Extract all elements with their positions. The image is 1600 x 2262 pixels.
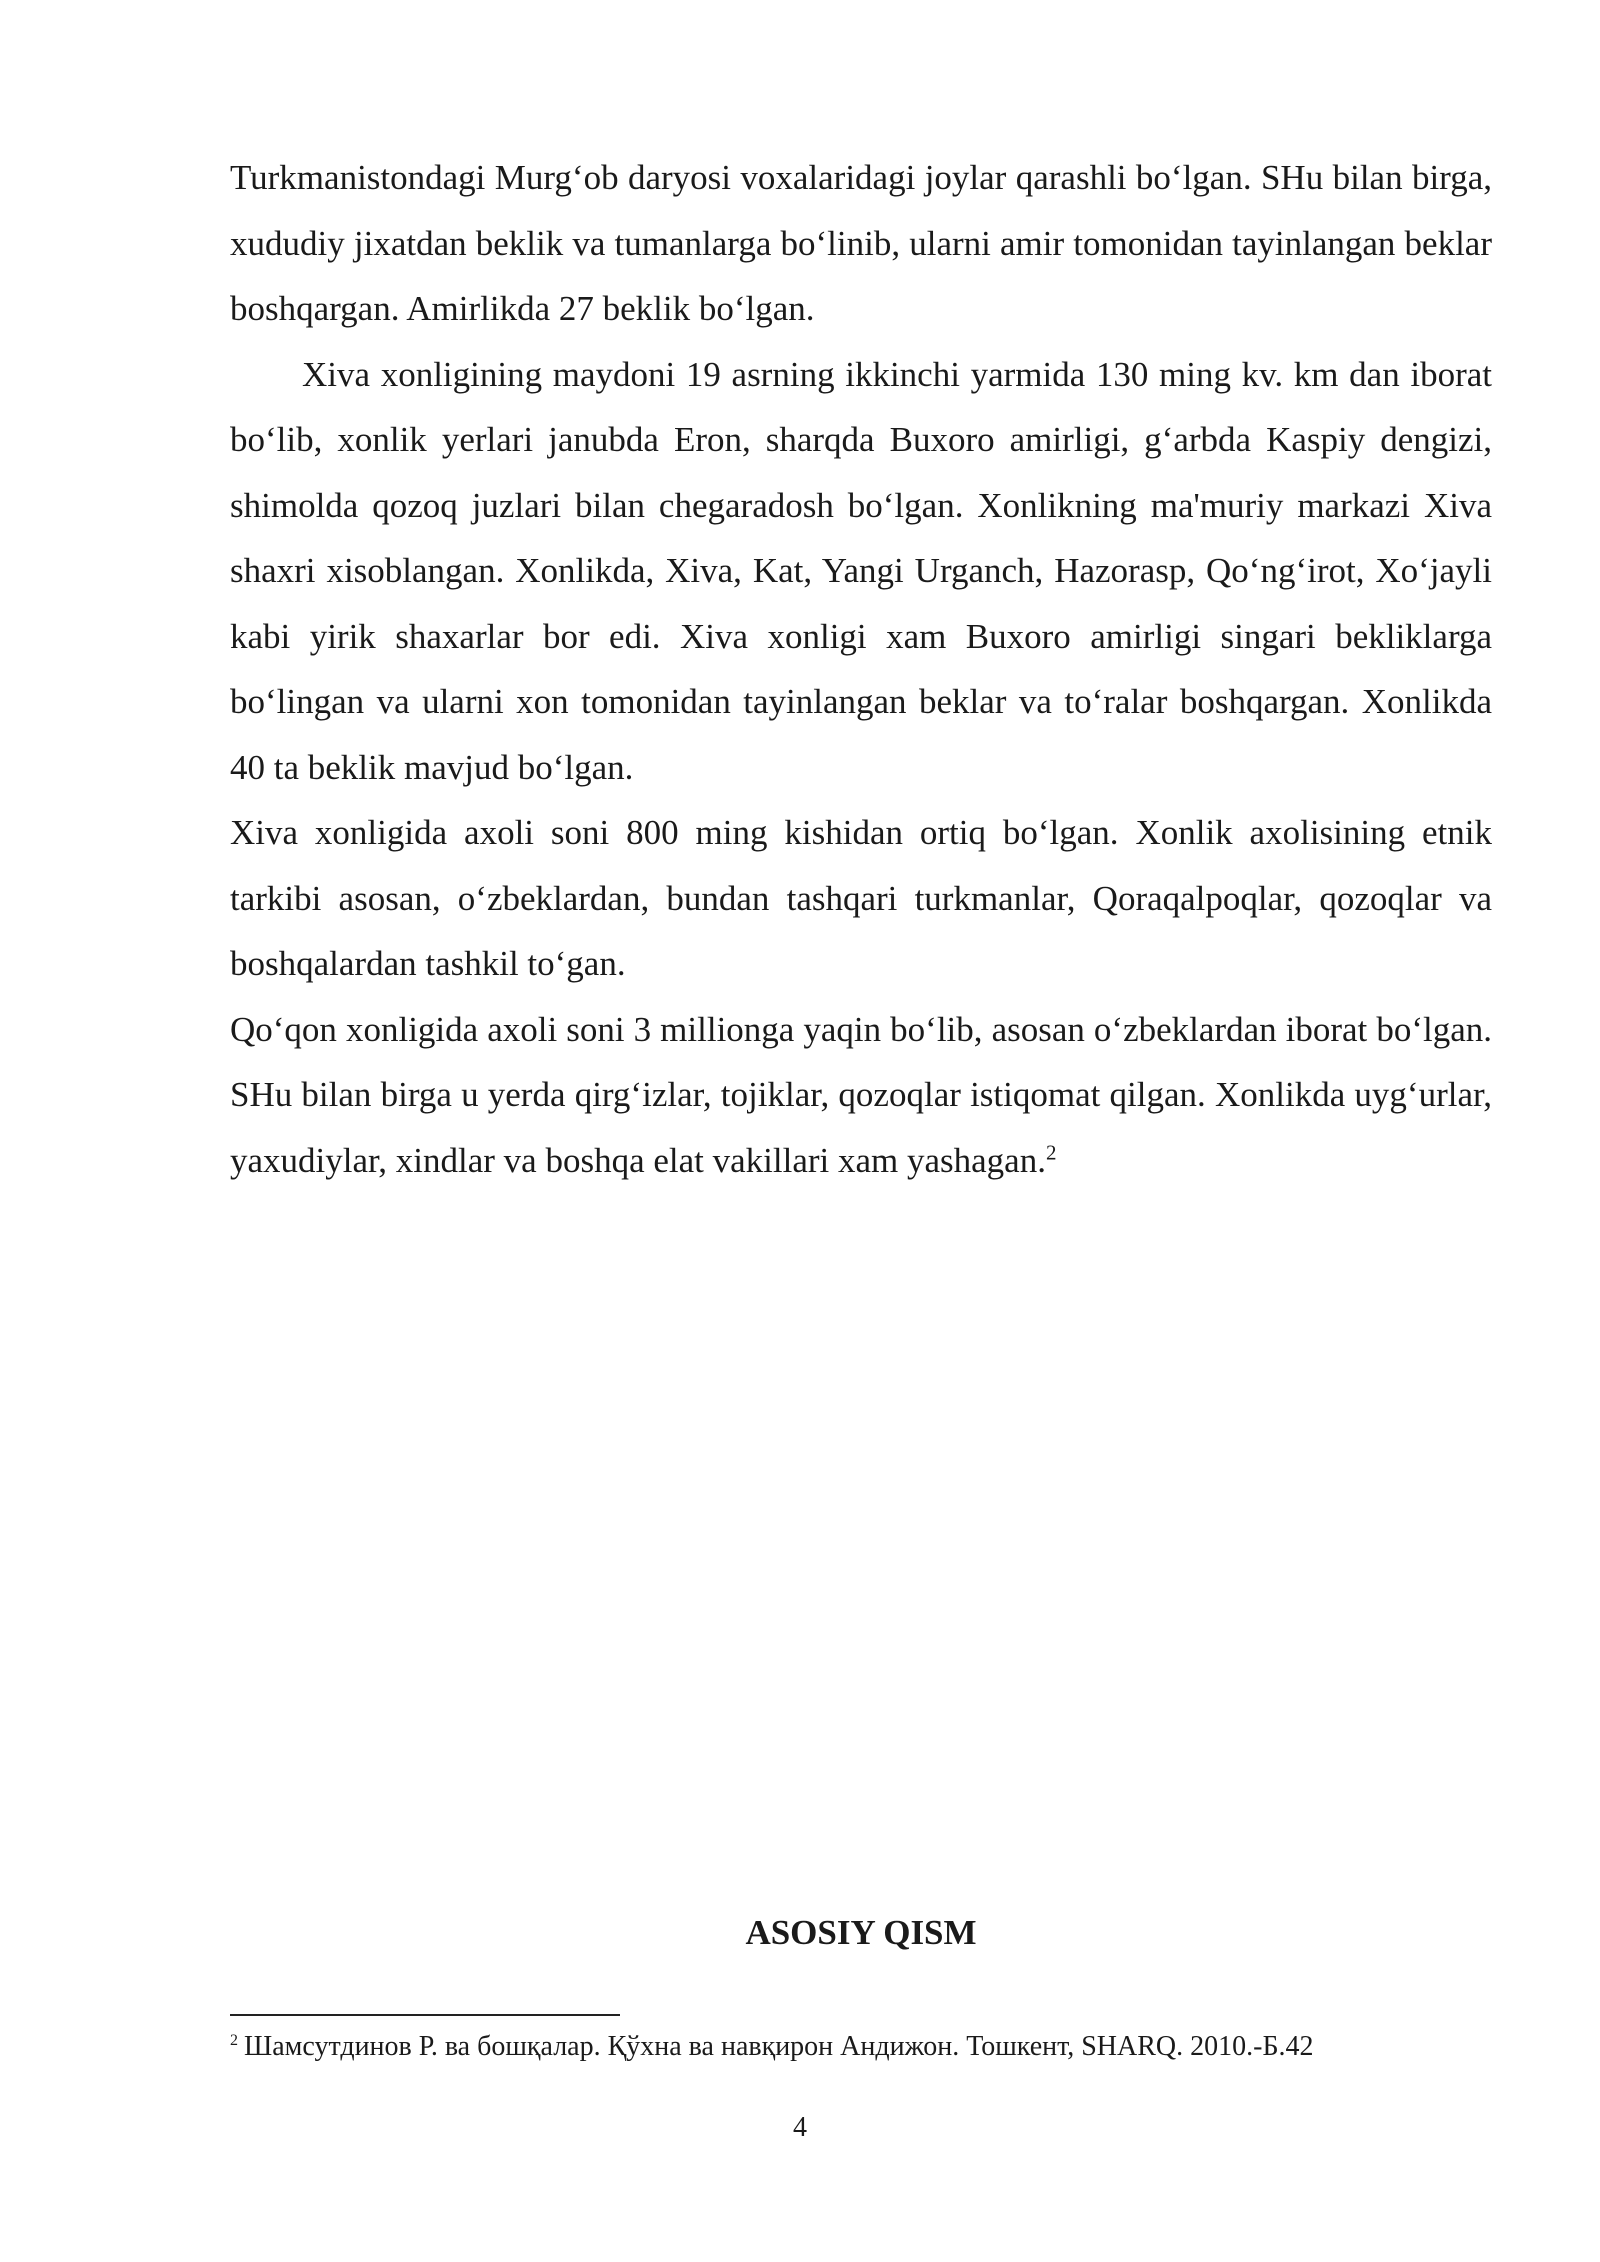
- footnote-number: 2: [230, 2031, 238, 2049]
- footnote-text: Шамсутдинов Р. ва бошқалар. Қўхна ва навқирон Андижон. Тошкент, SHARQ. 2010.-Б.42: [244, 2031, 1314, 2062]
- section-heading: ASOSIY QISM: [745, 1913, 977, 1952]
- paragraph-1: Turkmanistondagi Murg‘ob daryosi voxalaridagi joylar qarashli bo‘lgan. SHu bilan birga, xududiy jixatdan beklik va tumanlarga bo‘linib, ularni amir tomonidan tayinlangan beklar boshqargan. Amirlikda 27 beklik bo‘lgan.: [230, 158, 1492, 328]
- paragraph-4-text: Qo‘qon xonligida axoli soni 3 millionga yaqin bo‘lib, asosan o‘zbeklardan iborat bo‘lgan. SHu bilan birga u yerda qirg‘izlar, tojiklar, qozoqlar istiqomat qilgan. Xonlikda uyg‘urlar, yaxudiylar, xindlar va boshqa elat vakillari xam yashagan.: [230, 1009, 1492, 1180]
- paragraph-2: Xiva xonligining maydoni 19 asrning ikkinchi yarmida 130 ming kv. km dan iborat bo‘lib, xonlik yerlari janubda Eron, sharqda Buxoro amirligi, g‘arbda Kaspiy dengizi, shimolda qozoq juzlari bilan chegaradosh bo‘lgan. Xonlikning ma'muriy markazi Xiva shaxri xisoblangan. Xonlikda, Xiva, Kat, Yangi Urganch, Hazorasp, Qo‘ng‘irot, Xo‘jayli kabi yirik shaxarlar bor edi. Xiva xonligi xam Buxoro amirligi singari bekliklarga bo‘lingan va ularni xon tomonidan tayinlangan beklar va to‘ralar boshqargan. Xonlikda 40 ta beklik mavjud bo‘lgan.: [230, 354, 1492, 787]
- footnote-separator: [230, 2014, 620, 2016]
- footnote-reference[interactable]: 2: [1045, 1139, 1057, 1164]
- page-number: 4: [793, 2112, 807, 2143]
- paragraph-3: Xiva xonligida axoli soni 800 ming kishidan ortiq bo‘lgan. Xonlik axolisining etnik tarkibi asosan, o‘zbeklardan, bundan tashqari turkmanlar, Qoraqalpoqlar, qozoqlar va boshqalardan tashkil to‘gan.: [230, 813, 1492, 983]
- paragraph-4: [230, 997, 1492, 1194]
- body-text: [230, 145, 1492, 1193]
- footnote: [230, 2029, 1492, 2065]
